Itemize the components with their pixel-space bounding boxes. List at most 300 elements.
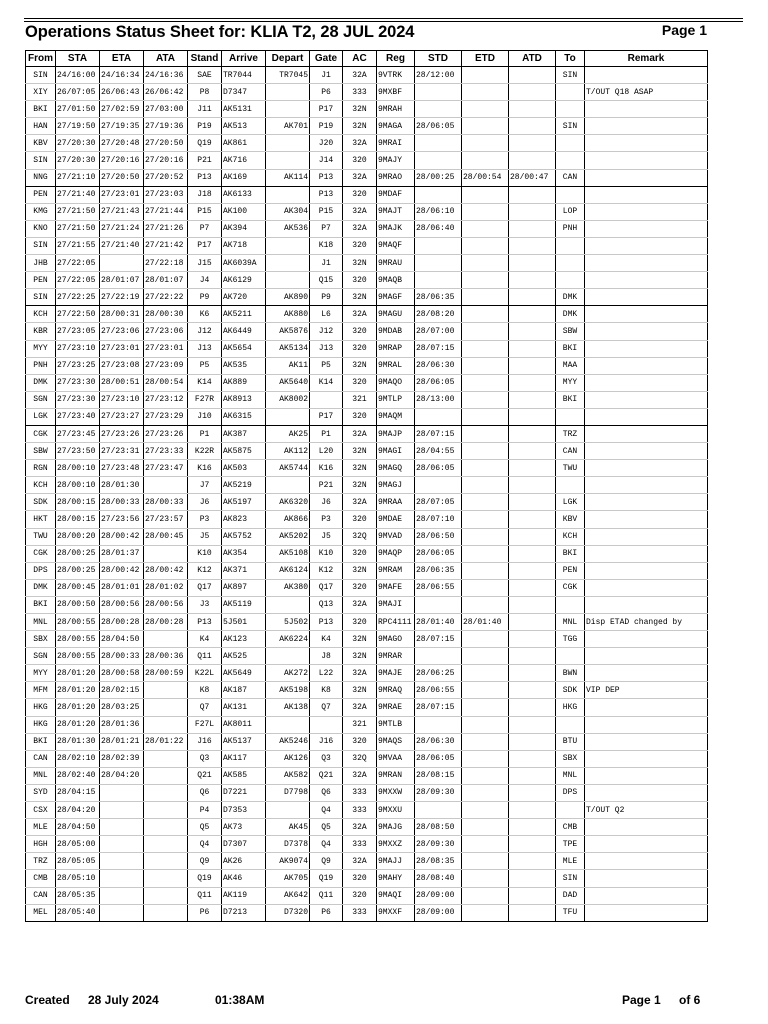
cell-depart: AK6224 — [266, 631, 310, 648]
cell-std — [415, 408, 462, 425]
cell-to: PEN — [556, 562, 585, 579]
cell-atd — [509, 443, 556, 460]
cell-etd — [462, 596, 509, 613]
cell-remark — [585, 836, 708, 853]
cell-eta: 28/00:42 — [100, 562, 144, 579]
cell-std: 28/06:25 — [415, 665, 462, 682]
cell-stand: J10 — [188, 408, 222, 425]
cell-remark — [585, 203, 708, 220]
cell-sta: 27/23:30 — [56, 374, 100, 391]
cell-std: 28/09:30 — [415, 784, 462, 801]
cell-ata — [144, 767, 188, 784]
cell-from: HKT — [26, 511, 56, 528]
cell-etd — [462, 494, 509, 511]
cell-reg: 9MRAA — [377, 494, 415, 511]
cell-to: DMK — [556, 289, 585, 306]
cell-depart: AK880 — [266, 306, 310, 323]
top-rule — [24, 18, 743, 19]
cell-reg: 9MAQM — [377, 408, 415, 425]
cell-reg: 9MXXU — [377, 802, 415, 819]
cell-atd — [509, 135, 556, 152]
cell-eta: 28/02:39 — [100, 750, 144, 767]
cell-gate — [310, 391, 343, 408]
cell-ata: 27/23:26 — [144, 425, 188, 442]
cell-std: 28/09:00 — [415, 904, 462, 921]
cell-eta: 27/23:27 — [100, 408, 144, 425]
cell-arrive: AK6129 — [222, 272, 266, 289]
cell-gate: Q17 — [310, 579, 343, 596]
cell-depart: AK11 — [266, 357, 310, 374]
cell-atd — [509, 699, 556, 716]
cell-from: CSX — [26, 802, 56, 819]
cell-gate: J12 — [310, 323, 343, 340]
cell-reg: 9MAGU — [377, 306, 415, 323]
cell-std — [415, 255, 462, 272]
cell-sta: 28/02:40 — [56, 767, 100, 784]
cell-ata: 28/01:07 — [144, 272, 188, 289]
cell-sta: 28/05:00 — [56, 836, 100, 853]
cell-etd — [462, 716, 509, 733]
cell-atd — [509, 494, 556, 511]
cell-eta: 28/01:36 — [100, 716, 144, 733]
cell-atd — [509, 220, 556, 237]
table-row — [26, 853, 708, 870]
cell-eta — [100, 904, 144, 921]
cell-arrive: AK119 — [222, 887, 266, 904]
cell-std — [415, 596, 462, 613]
cell-remark — [585, 169, 708, 186]
cell-sta: 27/23:50 — [56, 443, 100, 460]
cell-to: DMK — [556, 306, 585, 323]
cell-atd — [509, 750, 556, 767]
cell-stand: Q11 — [188, 887, 222, 904]
cell-from: PNH — [26, 357, 56, 374]
created-date: 28 July 2024 — [88, 993, 159, 1007]
cell-arrive: AK131 — [222, 699, 266, 716]
cell-atd: 28/00:47 — [509, 169, 556, 186]
cell-from: SYD — [26, 784, 56, 801]
cell-eta — [100, 802, 144, 819]
cell-eta: 27/23:48 — [100, 460, 144, 477]
table-row — [26, 904, 708, 921]
cell-to: MNL — [556, 767, 585, 784]
cell-depart — [266, 408, 310, 425]
cell-reg: 9MAJK — [377, 220, 415, 237]
cell-eta: 27/20:50 — [100, 169, 144, 186]
cell-gate: K18 — [310, 237, 343, 254]
cell-reg: 9MDAB — [377, 323, 415, 340]
cell-to — [556, 152, 585, 169]
cell-atd — [509, 84, 556, 101]
cell-depart: AK5198 — [266, 682, 310, 699]
cell-reg: 9MRAP — [377, 340, 415, 357]
cell-ac: 320 — [343, 237, 377, 254]
table-row — [26, 374, 708, 391]
cell-from: KBR — [26, 323, 56, 340]
cell-ac: 320 — [343, 511, 377, 528]
cell-reg: 9MXXF — [377, 904, 415, 921]
col-header-stand: Stand — [188, 51, 222, 67]
cell-eta — [100, 819, 144, 836]
cell-to: TRZ — [556, 425, 585, 442]
cell-from: KCH — [26, 306, 56, 323]
cell-depart: AK5134 — [266, 340, 310, 357]
cell-eta: 27/19:35 — [100, 118, 144, 135]
cell-arrive: AK117 — [222, 750, 266, 767]
cell-atd — [509, 614, 556, 631]
cell-std: 28/07:15 — [415, 340, 462, 357]
cell-stand: J12 — [188, 323, 222, 340]
cell-etd — [462, 67, 509, 84]
cell-std: 28/06:05 — [415, 374, 462, 391]
cell-remark — [585, 665, 708, 682]
cell-to: SDK — [556, 682, 585, 699]
cell-to: BKI — [556, 545, 585, 562]
cell-std: 28/12:00 — [415, 67, 462, 84]
cell-std: 28/07:15 — [415, 425, 462, 442]
cell-ata: 27/21:26 — [144, 220, 188, 237]
cell-atd — [509, 460, 556, 477]
cell-remark — [585, 545, 708, 562]
cell-atd — [509, 562, 556, 579]
cell-std — [415, 135, 462, 152]
cell-ac: 320 — [343, 870, 377, 887]
cell-arrive: AK718 — [222, 237, 266, 254]
cell-etd — [462, 477, 509, 494]
cell-reg: 9MRAR — [377, 648, 415, 665]
cell-remark — [585, 408, 708, 425]
cell-stand: J3 — [188, 596, 222, 613]
col-header-sta: STA — [56, 51, 100, 67]
cell-reg: 9MAFE — [377, 579, 415, 596]
cell-sta: 27/23:40 — [56, 408, 100, 425]
cell-stand: Q5 — [188, 819, 222, 836]
cell-ata: 28/00:59 — [144, 665, 188, 682]
cell-ata: 28/00:56 — [144, 596, 188, 613]
cell-reg: 9MAHY — [377, 870, 415, 887]
cell-stand: J5 — [188, 528, 222, 545]
col-header-etd: ETD — [462, 51, 509, 67]
cell-ac: 320 — [343, 408, 377, 425]
cell-sta: 27/20:30 — [56, 152, 100, 169]
table-row — [26, 870, 708, 887]
table-row — [26, 767, 708, 784]
cell-remark: T/OUT Q2 — [585, 802, 708, 819]
cell-gate: J1 — [310, 67, 343, 84]
cell-ac: 32N — [343, 443, 377, 460]
cell-etd: 28/01:40 — [462, 614, 509, 631]
cell-sta: 28/01:20 — [56, 682, 100, 699]
cell-etd — [462, 853, 509, 870]
cell-reg: 9MRAQ — [377, 682, 415, 699]
cell-ac: 32A — [343, 767, 377, 784]
cell-sta: 27/23:30 — [56, 391, 100, 408]
table-row — [26, 596, 708, 613]
cell-ata: 27/23:57 — [144, 511, 188, 528]
table-row — [26, 716, 708, 733]
cell-remark — [585, 870, 708, 887]
cell-from: HKG — [26, 716, 56, 733]
cell-to: TFU — [556, 904, 585, 921]
cell-stand: P7 — [188, 220, 222, 237]
cell-remark — [585, 596, 708, 613]
cell-arrive: AK513 — [222, 118, 266, 135]
cell-reg: 9MAJT — [377, 203, 415, 220]
cell-arrive: AK5649 — [222, 665, 266, 682]
cell-arrive: AK26 — [222, 853, 266, 870]
cell-sta: 28/04:50 — [56, 819, 100, 836]
cell-stand: Q19 — [188, 870, 222, 887]
col-header-from: From — [26, 51, 56, 67]
cell-eta: 27/23:56 — [100, 511, 144, 528]
table-row — [26, 477, 708, 494]
cell-arrive: AK5752 — [222, 528, 266, 545]
cell-ac: 32Q — [343, 528, 377, 545]
cell-sta: 28/00:55 — [56, 614, 100, 631]
cell-depart: AK582 — [266, 767, 310, 784]
cell-stand: Q6 — [188, 784, 222, 801]
cell-atd — [509, 853, 556, 870]
cell-sta: 27/23:10 — [56, 340, 100, 357]
cell-remark — [585, 887, 708, 904]
cell-stand: SAE — [188, 67, 222, 84]
cell-from: MEL — [26, 904, 56, 921]
table-row — [26, 186, 708, 203]
cell-ata: 28/00:42 — [144, 562, 188, 579]
cell-atd — [509, 391, 556, 408]
col-header-eta: ETA — [100, 51, 144, 67]
cell-from: BKI — [26, 101, 56, 118]
cell-reg: 9MAJG — [377, 819, 415, 836]
table-row — [26, 836, 708, 853]
cell-reg: 9MAGQ — [377, 460, 415, 477]
cell-ac: 32N — [343, 631, 377, 648]
table-row — [26, 425, 708, 442]
cell-ata: 28/00:45 — [144, 528, 188, 545]
table-row — [26, 887, 708, 904]
cell-arrive: AK6449 — [222, 323, 266, 340]
cell-reg: 9MAGI — [377, 443, 415, 460]
table-row — [26, 784, 708, 801]
cell-eta: 28/00:42 — [100, 528, 144, 545]
cell-remark — [585, 716, 708, 733]
cell-stand: J4 — [188, 272, 222, 289]
cell-from: KCH — [26, 477, 56, 494]
table-row — [26, 391, 708, 408]
cell-atd — [509, 648, 556, 665]
table-row — [26, 511, 708, 528]
cell-stand: Q4 — [188, 836, 222, 853]
cell-to: SBW — [556, 323, 585, 340]
cell-reg: 9MRAN — [377, 767, 415, 784]
cell-std: 28/13:00 — [415, 391, 462, 408]
cell-sta: 28/01:20 — [56, 716, 100, 733]
cell-stand: J7 — [188, 477, 222, 494]
cell-eta: 28/01:37 — [100, 545, 144, 562]
table-row — [26, 682, 708, 699]
cell-eta: 28/02:15 — [100, 682, 144, 699]
cell-remark — [585, 357, 708, 374]
cell-from: SBW — [26, 443, 56, 460]
cell-arrive: AK5131 — [222, 101, 266, 118]
cell-ata — [144, 887, 188, 904]
cell-depart: TR7045 — [266, 67, 310, 84]
cell-ata: 27/23:33 — [144, 443, 188, 460]
cell-remark — [585, 118, 708, 135]
cell-gate: K16 — [310, 460, 343, 477]
cell-std — [415, 152, 462, 169]
cell-sta: 28/00:15 — [56, 511, 100, 528]
cell-ata — [144, 545, 188, 562]
cell-arrive: TR7044 — [222, 67, 266, 84]
cell-etd — [462, 887, 509, 904]
cell-etd — [462, 289, 509, 306]
cell-remark — [585, 391, 708, 408]
cell-depart: AK9074 — [266, 853, 310, 870]
cell-etd — [462, 237, 509, 254]
cell-eta — [100, 255, 144, 272]
cell-reg: 9MDAF — [377, 186, 415, 203]
cell-depart: AK701 — [266, 118, 310, 135]
table-row — [26, 220, 708, 237]
cell-ac: 32A — [343, 169, 377, 186]
cell-eta: 27/21:40 — [100, 237, 144, 254]
cell-reg: 9MTLB — [377, 716, 415, 733]
cell-reg: 9MRAH — [377, 101, 415, 118]
cell-eta: 27/23:06 — [100, 323, 144, 340]
cell-ata: 27/03:00 — [144, 101, 188, 118]
cell-arrive: AK123 — [222, 631, 266, 648]
cell-ata — [144, 870, 188, 887]
cell-remark — [585, 374, 708, 391]
cell-arrive: AK535 — [222, 357, 266, 374]
cell-ata — [144, 904, 188, 921]
cell-stand: Q7 — [188, 699, 222, 716]
cell-etd — [462, 135, 509, 152]
cell-atd — [509, 203, 556, 220]
cell-from: CAN — [26, 750, 56, 767]
cell-gate: Q7 — [310, 699, 343, 716]
cell-remark — [585, 460, 708, 477]
cell-atd — [509, 289, 556, 306]
cell-depart — [266, 477, 310, 494]
cell-atd — [509, 716, 556, 733]
cell-eta — [100, 887, 144, 904]
cell-gate: Q9 — [310, 853, 343, 870]
cell-remark — [585, 648, 708, 665]
cell-std: 28/06:05 — [415, 118, 462, 135]
cell-reg: 9MRAL — [377, 357, 415, 374]
cell-reg: 9VTRK — [377, 67, 415, 84]
cell-eta: 26/06:43 — [100, 84, 144, 101]
cell-ac: 32A — [343, 135, 377, 152]
cell-stand: K22L — [188, 665, 222, 682]
cell-reg: 9MRAE — [377, 699, 415, 716]
table-row — [26, 84, 708, 101]
cell-reg: RPC4111 — [377, 614, 415, 631]
cell-gate: J20 — [310, 135, 343, 152]
cell-from: MNL — [26, 767, 56, 784]
table-row — [26, 255, 708, 272]
cell-arrive: AK5875 — [222, 443, 266, 460]
cell-sta: 27/21:50 — [56, 220, 100, 237]
cell-atd — [509, 118, 556, 135]
cell-remark: T/OUT Q18 ASAP — [585, 84, 708, 101]
cell-stand: P3 — [188, 511, 222, 528]
col-header-arrive: Arrive — [222, 51, 266, 67]
footer-page-number: Page 1 — [622, 993, 661, 1007]
cell-depart: AK25 — [266, 425, 310, 442]
cell-reg: 9MAQB — [377, 272, 415, 289]
cell-reg: 9MAQS — [377, 733, 415, 750]
cell-stand: K4 — [188, 631, 222, 648]
cell-from: SBX — [26, 631, 56, 648]
cell-remark — [585, 528, 708, 545]
cell-atd — [509, 887, 556, 904]
cell-reg: 9MXXZ — [377, 836, 415, 853]
cell-ac: 32A — [343, 220, 377, 237]
cell-etd — [462, 460, 509, 477]
cell-eta: 27/20:16 — [100, 152, 144, 169]
cell-to: BKI — [556, 391, 585, 408]
cell-eta: 28/01:21 — [100, 733, 144, 750]
cell-ac: 32A — [343, 203, 377, 220]
cell-etd — [462, 101, 509, 118]
col-header-std: STD — [415, 51, 462, 67]
cell-arrive: D7213 — [222, 904, 266, 921]
cell-ac: 32A — [343, 853, 377, 870]
cell-ac: 32N — [343, 562, 377, 579]
cell-remark — [585, 152, 708, 169]
cell-arrive: AK169 — [222, 169, 266, 186]
cell-ac: 333 — [343, 836, 377, 853]
cell-std: 28/08:40 — [415, 870, 462, 887]
cell-etd: 28/00:54 — [462, 169, 509, 186]
cell-remark — [585, 699, 708, 716]
cell-depart — [266, 84, 310, 101]
cell-ac: 32N — [343, 101, 377, 118]
cell-std: 28/06:35 — [415, 289, 462, 306]
cell-arrive: AK46 — [222, 870, 266, 887]
cell-to: SIN — [556, 118, 585, 135]
cell-etd — [462, 84, 509, 101]
cell-to: SBX — [556, 750, 585, 767]
cell-reg: 9MRAU — [377, 255, 415, 272]
cell-gate: P6 — [310, 904, 343, 921]
cell-eta: 27/21:43 — [100, 203, 144, 220]
cell-sta: 27/21:55 — [56, 237, 100, 254]
cell-gate: P1 — [310, 425, 343, 442]
table-row — [26, 272, 708, 289]
cell-gate: P6 — [310, 84, 343, 101]
col-header-gate: Gate — [310, 51, 343, 67]
cell-depart — [266, 101, 310, 118]
col-header-to: To — [556, 51, 585, 67]
cell-ata: 24/16:36 — [144, 67, 188, 84]
cell-sta: 24/16:00 — [56, 67, 100, 84]
cell-ata: 28/01:22 — [144, 733, 188, 750]
cell-gate: J6 — [310, 494, 343, 511]
cell-from: CGK — [26, 545, 56, 562]
table-row — [26, 494, 708, 511]
cell-arrive: AK5654 — [222, 340, 266, 357]
cell-etd — [462, 802, 509, 819]
cell-stand: F27R — [188, 391, 222, 408]
cell-gate: Q5 — [310, 819, 343, 836]
cell-arrive: AK73 — [222, 819, 266, 836]
table-row — [26, 289, 708, 306]
cell-ata: 27/20:16 — [144, 152, 188, 169]
